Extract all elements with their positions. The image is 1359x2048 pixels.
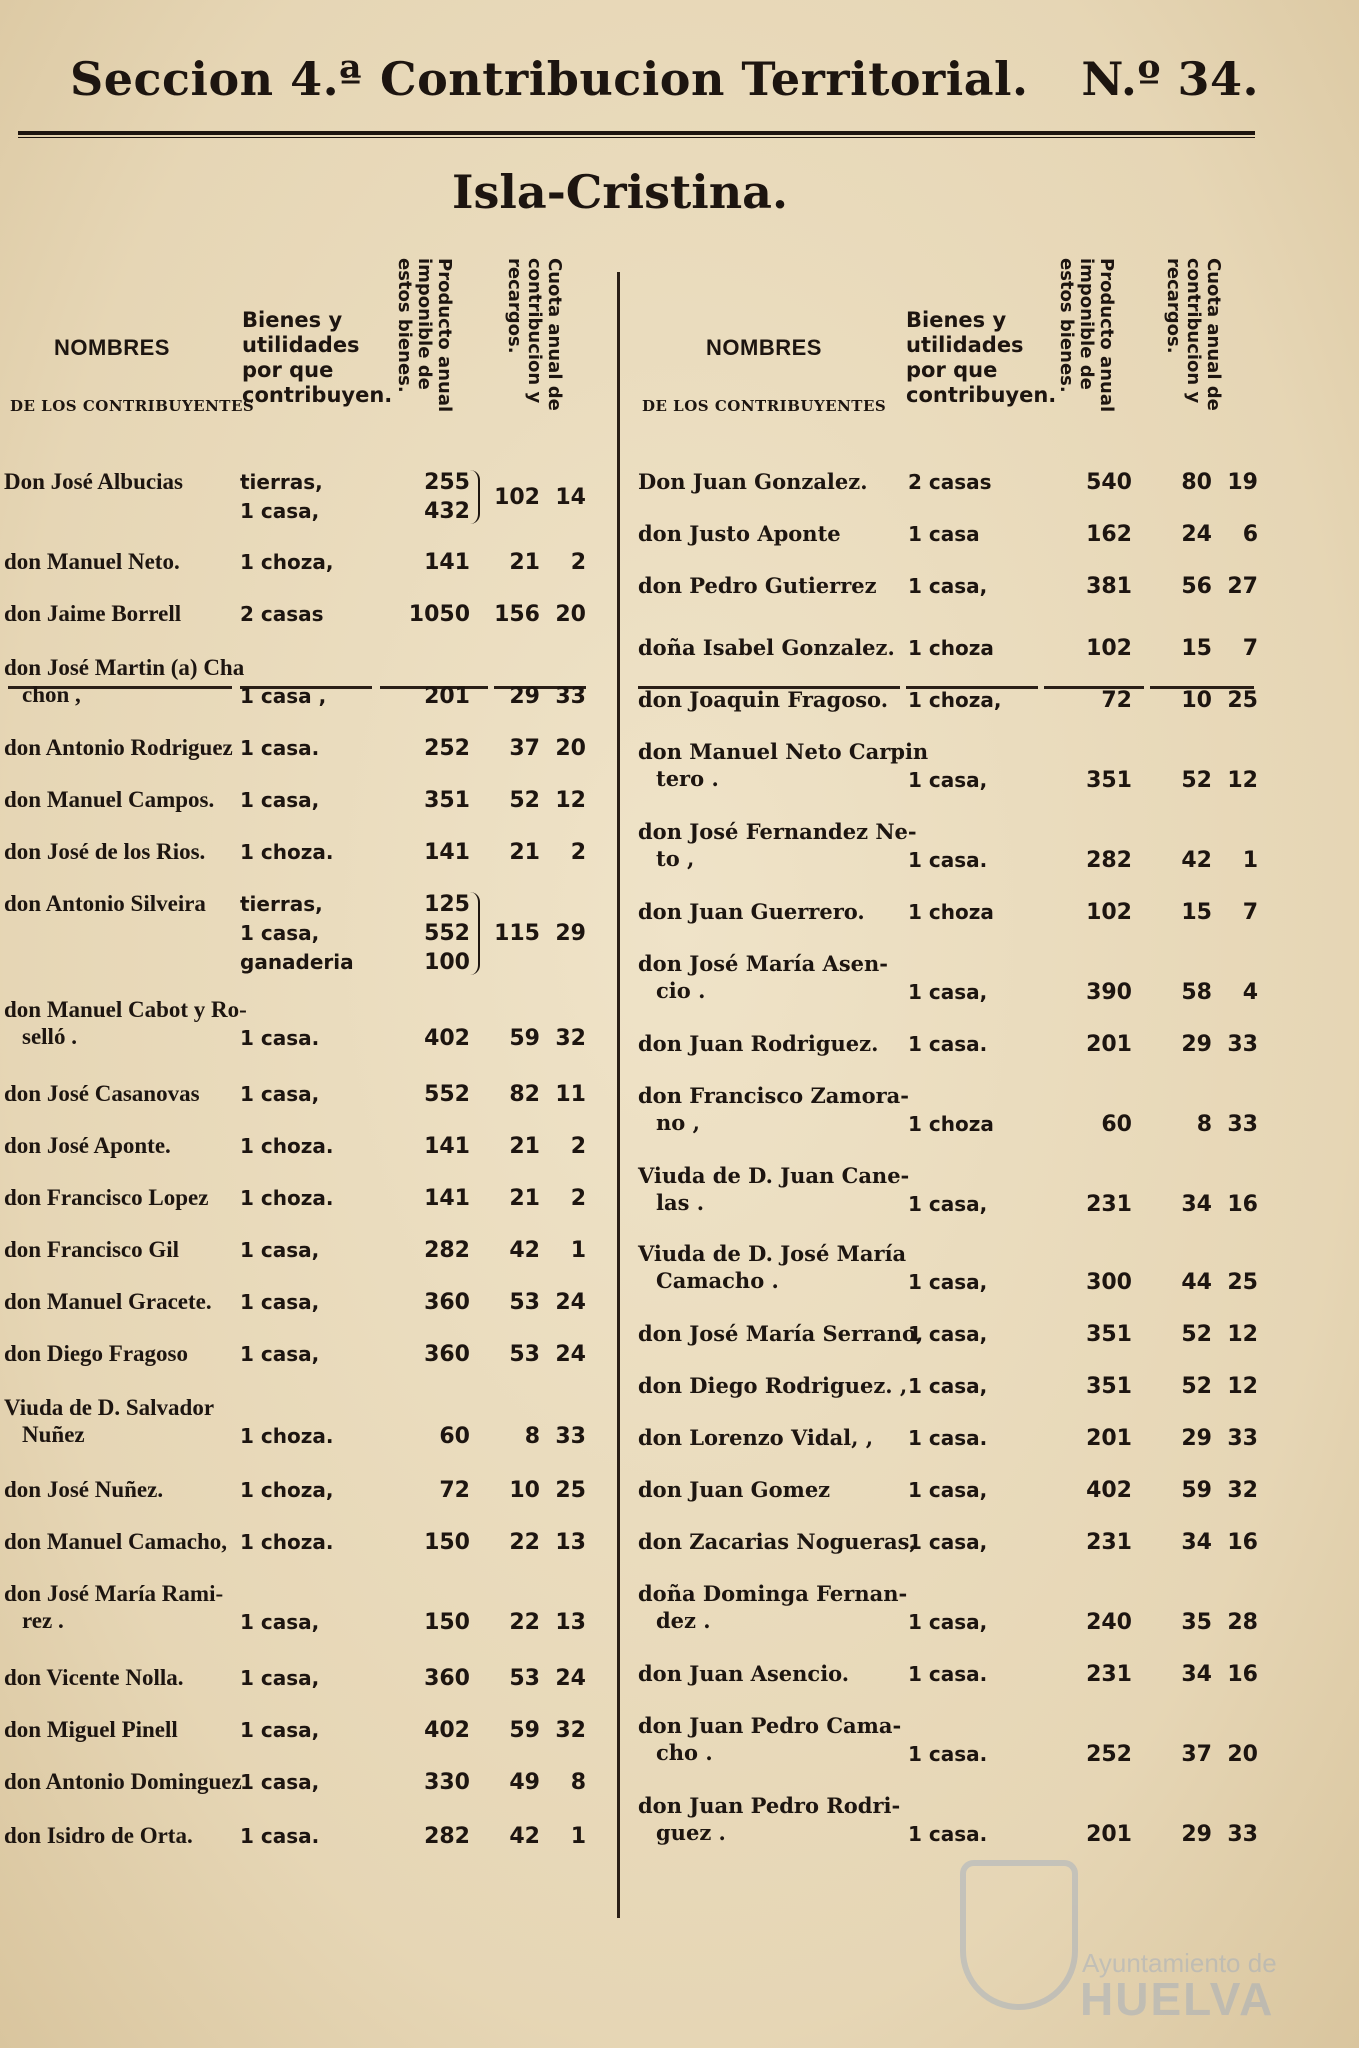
cuota-pesos: 10 — [1181, 688, 1212, 713]
cuota-reales: 27 — [1227, 574, 1258, 599]
producto-cell: 282 — [424, 1824, 470, 1849]
bienes-cell: 1 casa, — [908, 1374, 988, 1398]
cuota-reales: 12 — [1227, 1374, 1258, 1399]
producto-cell: 102 — [1086, 900, 1132, 925]
cuota-pesos: 52 — [509, 788, 540, 813]
cuota-pesos: 42 — [509, 1238, 540, 1263]
coat-of-arms-icon — [960, 1860, 1078, 2010]
cuota-reales: 14 — [555, 484, 586, 510]
table-header — [4, 250, 604, 440]
contributor-name: don Manuel Cabot y Ro- selló . — [4, 997, 247, 1049]
cuota-reales: 8 — [570, 1770, 586, 1795]
contributor-name: don Justo Aponte — [638, 521, 841, 546]
contributor-name: don Joaquin Fragoso. — [638, 687, 889, 712]
cuota-reales: 13 — [555, 1530, 586, 1555]
producto-cell: 201 — [1086, 1426, 1132, 1451]
producto-cell: 141 — [424, 840, 470, 865]
cuota-pesos: 35 — [1181, 1610, 1212, 1635]
bienes-cell: 1 choza. — [240, 1186, 334, 1210]
producto-cell: 402 — [424, 1718, 470, 1743]
cuota-reales: 33 — [1227, 1426, 1258, 1451]
producto-cell: 231 — [1086, 1530, 1132, 1555]
header-title: Contribucion Territorial. — [380, 52, 1029, 106]
cuota-reales: 2 — [570, 1134, 586, 1159]
col-cuota: Cuota anual de contribucion y recargos. — [1163, 258, 1224, 411]
cuota-reales: 20 — [1227, 1742, 1258, 1767]
contributor-name: Don Juan Gonzalez. — [638, 469, 868, 494]
contributor-name: don Manuel Camacho, — [4, 1529, 227, 1554]
bienes-cell: 1 casa. — [908, 1426, 988, 1450]
cuota-reales: 2 — [570, 550, 586, 575]
producto-cell: 102 — [1086, 636, 1132, 661]
cuota-reales: 16 — [1227, 1192, 1258, 1217]
producto-cell: 231 — [1086, 1192, 1132, 1217]
cuota-reales: 16 — [1227, 1530, 1258, 1555]
cuota-pesos: 52 — [1181, 768, 1212, 793]
cuota-reales: 24 — [555, 1290, 586, 1315]
bienes-cell: 1 casa, — [240, 788, 320, 812]
bienes-cell: 1 choza. — [240, 1134, 334, 1158]
cuota-pesos: 102 — [494, 484, 540, 510]
cuota-pesos: 15 — [1181, 636, 1212, 661]
contributor-name: don José Martin (a) Cha chon , — [4, 655, 245, 707]
cuota-reales: 20 — [555, 736, 586, 761]
cuota-pesos: 49 — [509, 1770, 540, 1795]
cuota-pesos: 15 — [1181, 900, 1212, 925]
producto-cell: 540 — [1086, 470, 1132, 495]
cuota-reales: 25 — [555, 1478, 586, 1503]
contributor-name: don José María Asen- cio . — [638, 951, 888, 1003]
bienes-cell: 1 choza — [908, 1112, 994, 1136]
cuota-reales: 19 — [1227, 470, 1258, 495]
cuota-reales: 25 — [1227, 688, 1258, 713]
bienes-cell: 1 casa , — [240, 684, 327, 708]
producto-cell: 402 — [424, 1026, 470, 1051]
cuota-reales: 4 — [1242, 980, 1258, 1005]
contributor-name: don Antonio Silveira — [4, 891, 206, 916]
col-contribuyentes: DE LOS CONTRIBUYENTES — [10, 397, 255, 415]
cuota-pesos: 58 — [1181, 980, 1212, 1005]
producto-cell: 125 552 100 — [424, 892, 470, 975]
contributor-name: doña Isabel Gonzalez. — [638, 635, 895, 660]
producto-cell: 255 432 — [424, 470, 470, 524]
bienes-cell: 1 casa, — [240, 1082, 320, 1106]
bienes-cell: 1 casa, — [908, 574, 988, 598]
contributor-name: Viuda de D. Juan Cane- las . — [638, 1163, 910, 1215]
cuota-reales: 2 — [570, 840, 586, 865]
contributor-name: don José Nuñez. — [4, 1477, 164, 1502]
cuota-reales: 29 — [555, 921, 586, 946]
producto-cell: 150 — [424, 1610, 470, 1635]
bienes-cell: 1 casa, — [908, 768, 988, 792]
bienes-cell: 1 casa, — [240, 1290, 320, 1314]
contributor-name: don Zacarias Nogueras, — [638, 1529, 917, 1554]
contributor-name: don Antonio Rodriguez — [4, 735, 233, 760]
producto-cell: 351 — [1086, 1322, 1132, 1347]
cuota-pesos: 37 — [1181, 1742, 1212, 1767]
cuota-reales: 7 — [1242, 900, 1258, 925]
contributor-name: doña Dominga Fernan- dez . — [638, 1581, 908, 1633]
cuota-reales: 13 — [555, 1610, 586, 1635]
bienes-cell: 1 casa, — [908, 1270, 988, 1294]
cuota-pesos: 21 — [509, 550, 540, 575]
cuota-pesos: 29 — [509, 684, 540, 709]
cuota-pesos: 59 — [509, 1718, 540, 1743]
cuota-pesos: 34 — [1181, 1192, 1212, 1217]
bienes-cell: 1 casa, — [908, 1610, 988, 1634]
contributor-name: don José Aponte. — [4, 1133, 171, 1158]
cuota-pesos: 42 — [1181, 848, 1212, 873]
contributor-name: don Juan Pedro Rodri- guez . — [638, 1793, 901, 1845]
cuota-pesos: 53 — [509, 1666, 540, 1691]
contributor-name: don Miguel Pinell — [4, 1717, 178, 1742]
contributor-name: don José Fernandez Ne- to , — [638, 819, 917, 871]
producto-cell: 552 — [424, 1082, 470, 1107]
producto-cell: 351 — [1086, 1374, 1132, 1399]
producto-cell: 300 — [1086, 1270, 1132, 1295]
cuota-pesos: 29 — [1181, 1426, 1212, 1451]
contributor-name: don Vicente Nolla. — [4, 1665, 184, 1690]
cuota-pesos: 22 — [509, 1530, 540, 1555]
bienes-cell: 1 choza. — [240, 1530, 334, 1554]
producto-cell: 60 — [439, 1424, 470, 1449]
producto-cell: 201 — [1086, 1822, 1132, 1847]
cuota-pesos: 8 — [1196, 1112, 1212, 1137]
bienes-cell: 1 casa — [908, 522, 980, 546]
bienes-cell: 1 casa. — [908, 1822, 988, 1846]
bienes-cell: 1 choza, — [240, 550, 334, 574]
section-label: Seccion 4.ª — [70, 52, 363, 106]
contributor-name: don Juan Guerrero. — [638, 899, 865, 924]
cuota-pesos: 59 — [1181, 1478, 1212, 1503]
producto-cell: 402 — [1086, 1478, 1132, 1503]
contributor-name: don Manuel Neto. — [4, 549, 180, 574]
cuota-reales: 20 — [555, 602, 586, 627]
producto-cell: 360 — [424, 1290, 470, 1315]
watermark-line2: HUELVA — [1080, 1973, 1275, 2025]
cuota-pesos: 21 — [509, 1134, 540, 1159]
cuota-reales: 33 — [1227, 1032, 1258, 1057]
bienes-cell: 1 casa. — [240, 1026, 320, 1050]
col-nombres: NOMBRES — [54, 335, 170, 360]
producto-cell: 201 — [1086, 1032, 1132, 1057]
cuota-pesos: 156 — [494, 602, 540, 627]
cuota-reales: 24 — [555, 1666, 586, 1691]
producto-cell: 1050 — [408, 602, 470, 627]
bienes-cell: 1 choza. — [240, 840, 334, 864]
producto-cell: 60 — [1101, 1112, 1132, 1137]
contributor-name: don Juan Rodriguez. — [638, 1031, 879, 1056]
bienes-cell: 1 choza, — [908, 688, 1002, 712]
bienes-cell: 1 casa, — [240, 1718, 320, 1742]
bienes-cell: 1 casa, — [908, 1530, 988, 1554]
producto-cell: 252 — [1086, 1742, 1132, 1767]
bienes-cell: 1 casa. — [908, 848, 988, 872]
contributor-name: don Juan Gomez — [638, 1477, 831, 1502]
bienes-cell: 1 casa, — [240, 1610, 320, 1634]
contributor-name: don Antonio Dominguez — [4, 1769, 242, 1794]
bienes-cell: 1 casa. — [908, 1032, 988, 1056]
contributor-name: don Manuel Neto Carpin tero . — [638, 739, 929, 791]
contributor-name: don Francisco Gil — [4, 1237, 180, 1262]
contributor-name: Viuda de D. José María Camacho . — [638, 1241, 907, 1293]
cuota-reales: 7 — [1242, 636, 1258, 661]
contributor-name: don Manuel Gracete. — [4, 1289, 212, 1314]
cuota-reales: 33 — [1227, 1112, 1258, 1137]
cuota-pesos: 22 — [509, 1610, 540, 1635]
bienes-cell: 1 choza. — [240, 1424, 334, 1448]
cuota-pesos: 115 — [494, 921, 540, 946]
place-title: Isla-Cristina. — [452, 165, 788, 219]
col-bienes: Bienes y utilidades por que contribuyen. — [242, 308, 393, 407]
contributor-name: don Francisco Lopez — [4, 1185, 209, 1210]
bienes-cell: tierras, 1 casa, ganaderia — [240, 892, 354, 974]
producto-cell: 141 — [424, 550, 470, 575]
bienes-cell: tierras, 1 casa, — [240, 470, 323, 523]
contributor-name: don Manuel Campos. — [4, 787, 215, 812]
producto-cell: 150 — [424, 1530, 470, 1555]
cuota-pesos: 56 — [1181, 574, 1212, 599]
bienes-cell: 1 casa, — [908, 1322, 988, 1346]
producto-cell: 252 — [424, 736, 470, 761]
cuota-pesos: 21 — [509, 1186, 540, 1211]
cuota-reales: 11 — [555, 1082, 586, 1107]
column-divider — [617, 272, 620, 1918]
cuota-pesos: 10 — [509, 1478, 540, 1503]
cuota-reales: 1 — [1242, 848, 1258, 873]
contributor-name: don José María Rami- rez . — [4, 1581, 224, 1633]
cuota-reales: 2 — [570, 1186, 586, 1211]
cuota-reales: 32 — [1227, 1478, 1258, 1503]
producto-cell: 282 — [1086, 848, 1132, 873]
cuota-reales: 32 — [555, 1026, 586, 1051]
producto-cell: 72 — [1101, 688, 1132, 713]
brace-mark — [470, 470, 480, 524]
bienes-cell: 1 casa, — [908, 1478, 988, 1502]
col-cuota: Cuota anual de contribucion y recargos. — [504, 258, 565, 411]
bienes-cell: 1 casa, — [240, 1342, 320, 1366]
col-bienes: Bienes y utilidades por que contribuyen. — [906, 308, 1057, 407]
producto-cell: 162 — [1086, 522, 1132, 547]
cuota-pesos: 21 — [509, 840, 540, 865]
page-number: N.º 34. — [1081, 52, 1259, 106]
bienes-cell: 1 casa, — [908, 1192, 988, 1216]
cuota-pesos: 44 — [1181, 1270, 1212, 1295]
producto-cell: 141 — [424, 1186, 470, 1211]
bienes-cell: 1 casa, — [908, 980, 988, 1004]
cuota-reales: 12 — [1227, 1322, 1258, 1347]
header-rule — [18, 131, 1255, 138]
producto-cell: 360 — [424, 1666, 470, 1691]
contributor-name: don Diego Fragoso — [4, 1341, 188, 1366]
cuota-pesos: 24 — [1181, 522, 1212, 547]
producto-cell: 351 — [424, 788, 470, 813]
contributor-name: don Juan Asencio. — [638, 1661, 850, 1686]
brace-mark — [470, 892, 480, 975]
bienes-cell: 1 casa, — [240, 1666, 320, 1690]
cuota-reales: 28 — [1227, 1610, 1258, 1635]
producto-cell: 282 — [424, 1238, 470, 1263]
contributor-name: don Jaime Borrell — [4, 601, 182, 626]
cuota-reales: 33 — [555, 684, 586, 709]
contributor-name: don Isidro de Orta. — [4, 1823, 193, 1848]
bienes-cell: 1 casa. — [240, 1824, 320, 1848]
running-header — [70, 52, 1259, 122]
producto-cell: 390 — [1086, 980, 1132, 1005]
bienes-cell: 1 casa. — [240, 736, 320, 760]
producto-cell: 240 — [1086, 1610, 1132, 1635]
cuota-pesos: 59 — [509, 1026, 540, 1051]
col-producto: Producto anual imponible de estos bienes. — [394, 258, 455, 413]
producto-cell: 381 — [1086, 574, 1132, 599]
cuota-pesos: 53 — [509, 1342, 540, 1367]
cuota-pesos: 8 — [524, 1424, 540, 1449]
col-contribuyentes: DE LOS CONTRIBUYENTES — [642, 397, 887, 415]
cuota-reales: 12 — [555, 788, 586, 813]
cuota-reales: 24 — [555, 1342, 586, 1367]
contributor-name: don Diego Rodriguez. , — [638, 1373, 908, 1398]
producto-cell: 201 — [424, 684, 470, 709]
cuota-pesos: 37 — [509, 736, 540, 761]
contributor-name: don Lorenzo Vidal, , — [638, 1425, 874, 1450]
cuota-reales: 16 — [1227, 1662, 1258, 1687]
producto-cell: 72 — [439, 1478, 470, 1503]
cuota-reales: 25 — [1227, 1270, 1258, 1295]
bienes-cell: 2 casas — [908, 470, 992, 494]
cuota-pesos: 80 — [1181, 470, 1212, 495]
bienes-cell: 2 casas — [240, 602, 324, 626]
col-producto: Producto anual imponible de estos bienes. — [1056, 258, 1117, 413]
contributor-name: don José María Serrano, — [638, 1321, 924, 1346]
cuota-pesos: 29 — [1181, 1822, 1212, 1847]
contributor-name: don José Casanovas — [4, 1081, 200, 1106]
contributor-name: Don José Albucias — [4, 469, 183, 494]
table-header — [638, 250, 1260, 440]
bienes-cell: 1 casa. — [908, 1662, 988, 1686]
producto-cell: 141 — [424, 1134, 470, 1159]
cuota-reales: 12 — [1227, 768, 1258, 793]
contributor-name: Viuda de D. Salvador Nuñez — [4, 1395, 215, 1447]
cuota-pesos: 52 — [1181, 1322, 1212, 1347]
bienes-cell: 1 choza — [908, 900, 994, 924]
archive-watermark — [950, 1860, 1280, 2025]
cuota-pesos: 52 — [1181, 1374, 1212, 1399]
cuota-reales: 1 — [570, 1238, 586, 1263]
bienes-cell: 1 casa, — [240, 1238, 320, 1262]
contributor-name: don Juan Pedro Cama- cho . — [638, 1713, 902, 1765]
watermark-line1: Ayuntamiento de — [1082, 1948, 1277, 1978]
cuota-pesos: 34 — [1181, 1662, 1212, 1687]
producto-cell: 231 — [1086, 1662, 1132, 1687]
bienes-cell: 1 casa, — [240, 1770, 320, 1794]
bienes-cell: 1 choza, — [240, 1478, 334, 1502]
cuota-reales: 32 — [555, 1718, 586, 1743]
producto-cell: 351 — [1086, 768, 1132, 793]
cuota-pesos: 29 — [1181, 1032, 1212, 1057]
bienes-cell: 1 casa. — [908, 1742, 988, 1766]
producto-cell: 330 — [424, 1770, 470, 1795]
contributor-name: don Francisco Zamora- no , — [638, 1083, 909, 1135]
cuota-pesos: 82 — [509, 1082, 540, 1107]
contributor-name: don José de los Rios. — [4, 839, 206, 864]
cuota-reales: 1 — [570, 1824, 586, 1849]
cuota-pesos: 53 — [509, 1290, 540, 1315]
cuota-pesos: 42 — [509, 1824, 540, 1849]
cuota-reales: 6 — [1242, 522, 1258, 547]
bienes-cell: 1 choza — [908, 636, 994, 660]
cuota-reales: 33 — [555, 1424, 586, 1449]
producto-cell: 360 — [424, 1342, 470, 1367]
cuota-reales: 33 — [1227, 1822, 1258, 1847]
cuota-pesos: 34 — [1181, 1530, 1212, 1555]
contributor-name: don Pedro Gutierrez — [638, 573, 877, 598]
col-nombres: NOMBRES — [706, 335, 822, 360]
